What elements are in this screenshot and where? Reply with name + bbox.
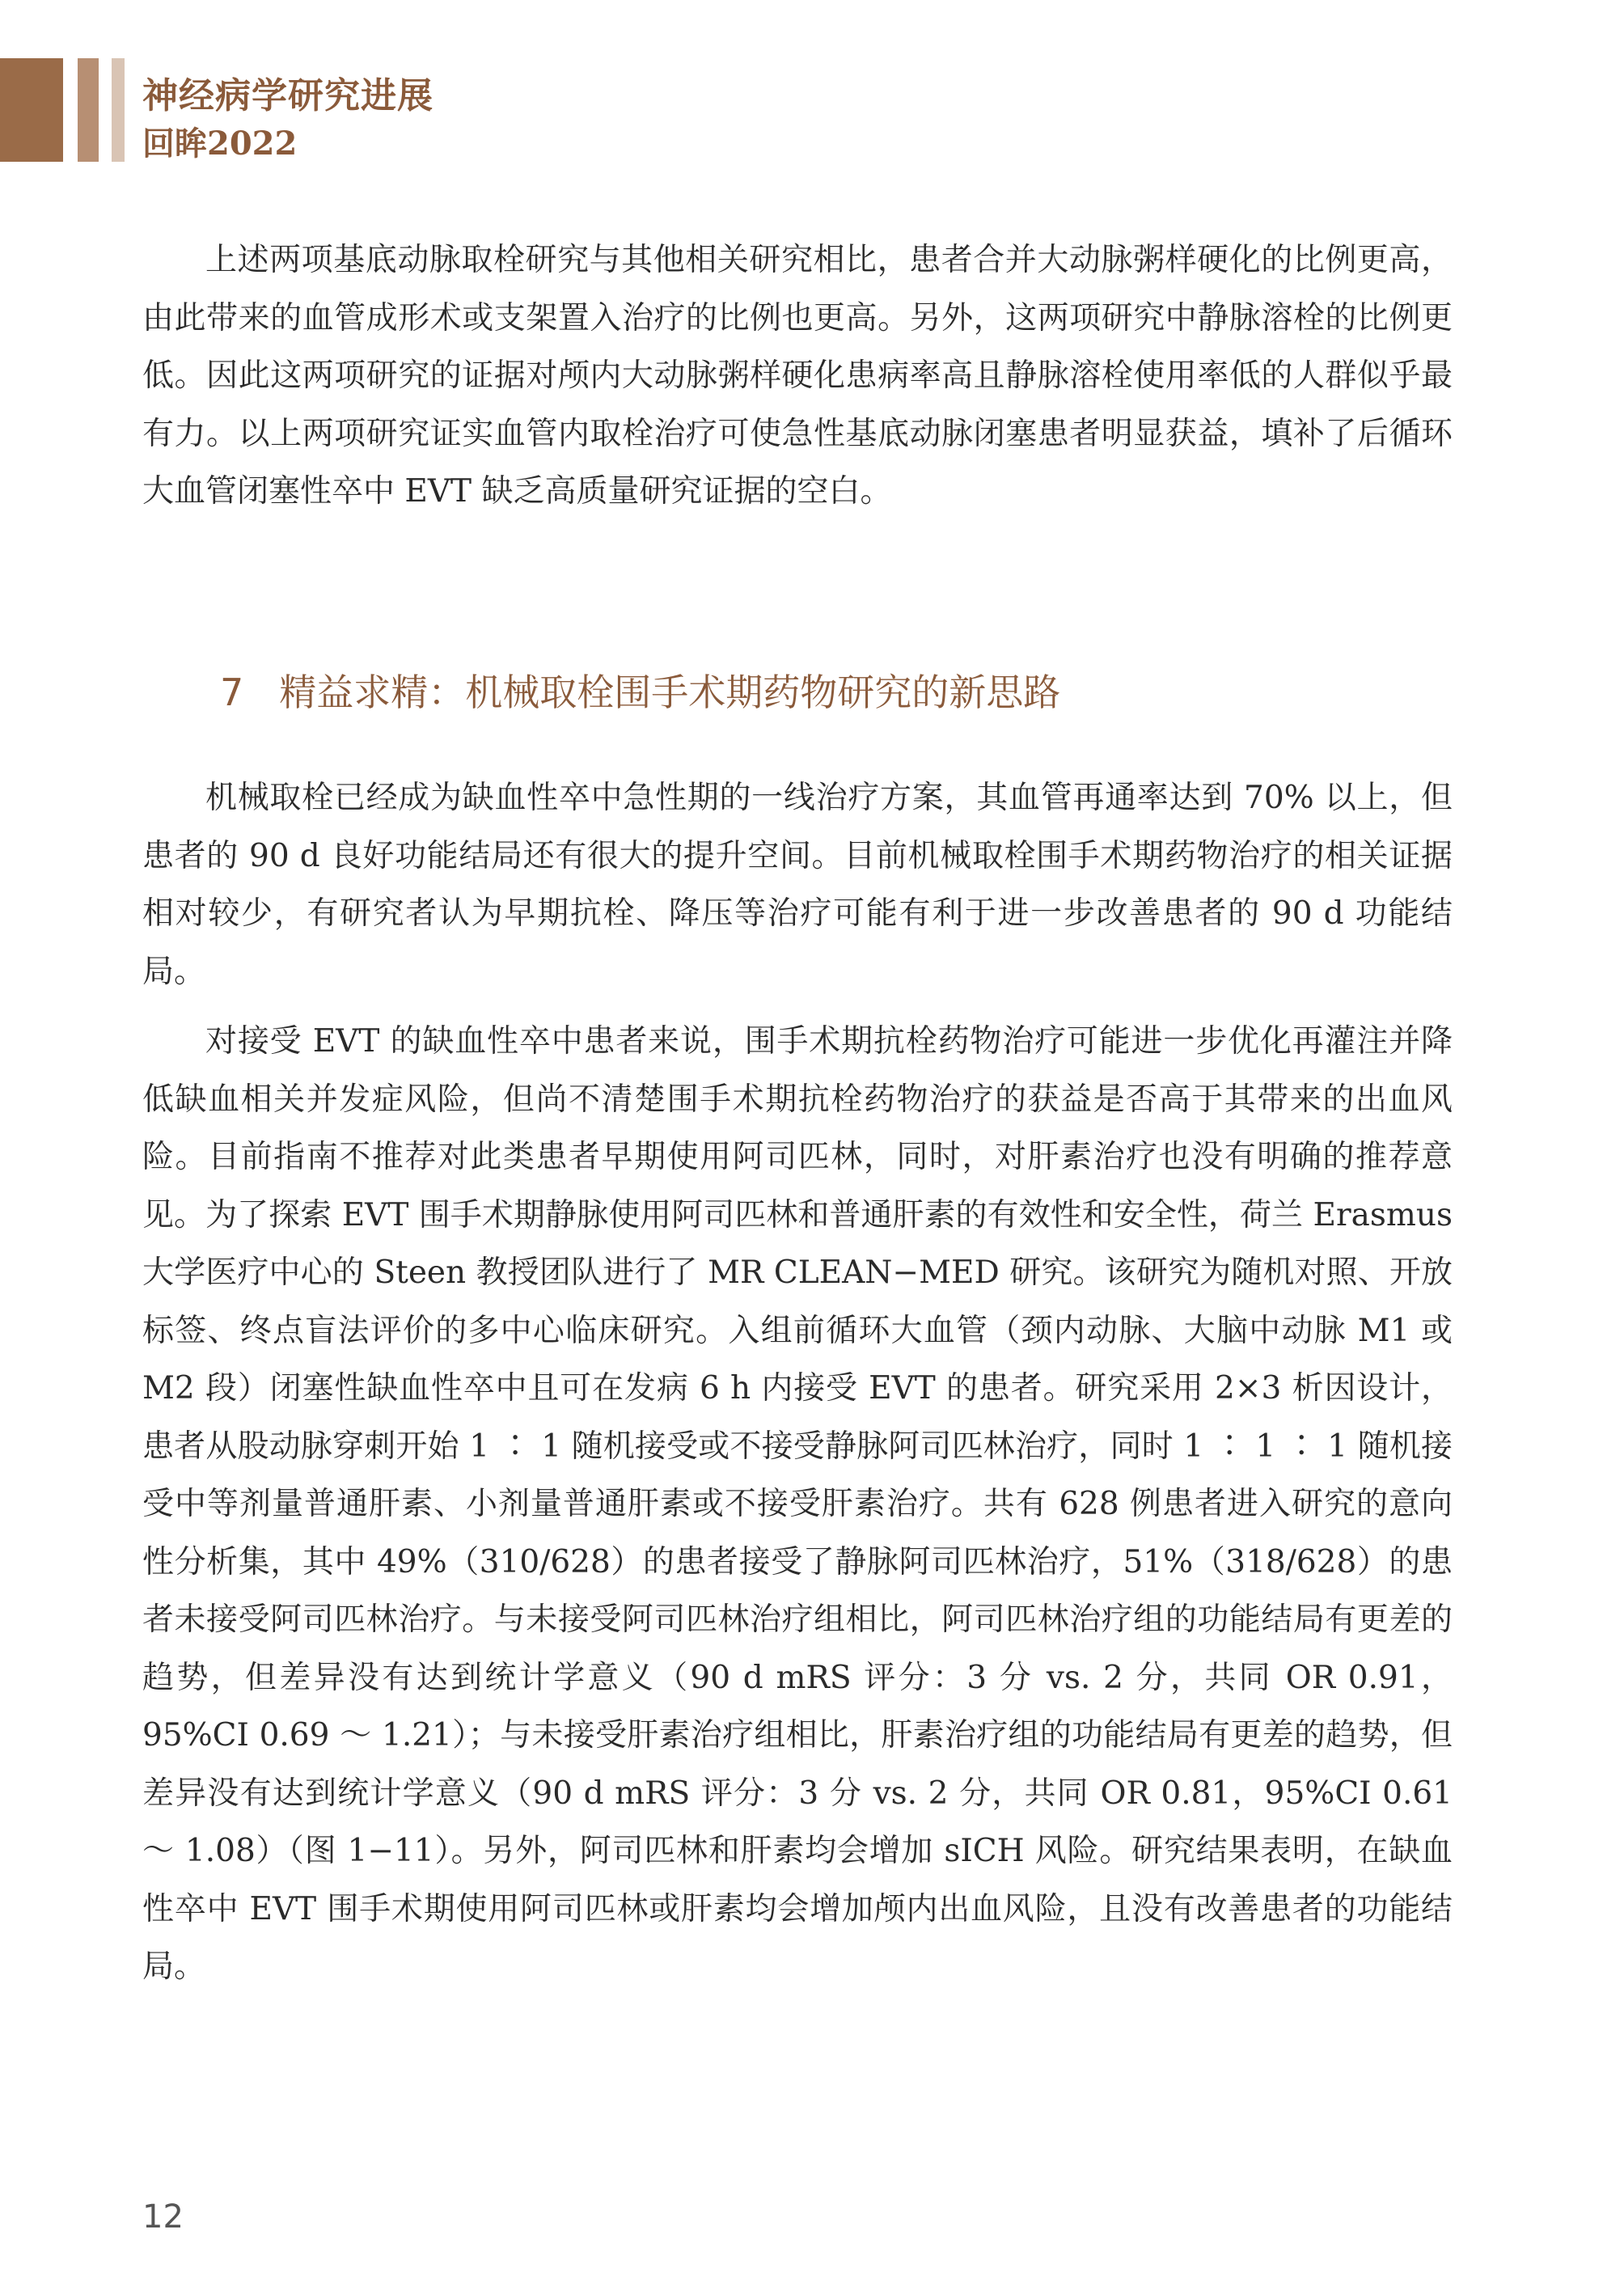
header-decoration-bar-dark bbox=[0, 58, 63, 162]
header-decoration-bar-light bbox=[112, 58, 125, 162]
page-number: 12 bbox=[142, 2198, 184, 2236]
body-paragraph-1: 上述两项基底动脉取栓研究与其他相关研究相比，患者合并大动脉粥样硬化的比例更高，由此带来的血管成形术或支架置入治疗的比例也更高。另外，这两项研究中静脉溶栓的比例更低。因此这两项研究的证据对颅内大动脉粥样硬化患病率高且静脉溶栓使用率低的人群似乎最有力。以上两项研究证实血管内取栓治疗可使急性基底动脉闭塞患者明显获益，填补了后循环大血管闭塞性卒中 EVT 缺乏高质量研究证据的空白。 bbox=[142, 242, 1453, 510]
body-paragraph-3: 对接受 EVT 的缺血性卒中患者来说，围手术期抗栓药物治疗可能进一步优化再灌注并降低缺血相关并发症风险，但尚不清楚围手术期抗栓药物治疗的获益是否高于其带来的出血风险。目前指南不推荐对此类患者早期使用阿司匹林，同时，对肝素治疗也没有明确的推荐意见。为了探索 EVT 围手术期静脉使用阿司匹林和普通肝素的有效性和安全性，荷兰 Erasmus 大学医疗中心的 Steen 教授团队进行了 MR CLEAN−MED 研究。该研究为随机对照、开放标签、终点盲法评价的多中心临床研究。入组前循环大血管（颈内动脉、大脑中动脉 M1 或 M2 段）闭塞性缺血性卒中且可在发病 6 h 内接受 EVT 的患者。研究采用 2×3 析因设计，患者从股动脉穿刺开始 1 ∶ 1 随机接受或不接受静脉阿司匹林治疗，同时 1 ∶ 1 ∶ 1 随机接受中等剂量普通肝素、小剂量普通肝素或不接受肝素治疗。共有 628 例患者进入研究的意向性分析集，其中 49%（310/628）的患者接受了静脉阿司匹林治疗，51%（318/628）的患者未接受阿司匹林治疗。与未接受阿司匹林治疗组相比，阿司匹林治疗组的功能结局有更差的趋势，但差异没有达到统计学意义（90 d mRS 评分：3 分 vs. 2 分，共同 OR 0.91，95%CI 0.69 ～ 1.21）；与未接受肝素治疗组相比，肝素治疗组的功能结局有更差的趋势，但差异没有达到统计学意义（90 d mRS 评分：3 分 vs. 2 分，共同 OR 0.81，95%CI 0.61 ～ 1.08）（图 1−11）。另外，阿司匹林和肝素均会增加 sICH 风险。研究结果表明，在缺血性卒中 EVT 围手术期使用阿司匹林或肝素均会增加颅内出血风险，且没有改善患者的功能结局。 bbox=[142, 1023, 1453, 1985]
header-decoration-bar-mid bbox=[78, 58, 99, 162]
section-number: 7 bbox=[220, 671, 244, 714]
running-header-subtitle: 回眸2022 bbox=[142, 125, 298, 163]
section-title: 精益求精：机械取栓围手术期药物研究的新思路 bbox=[279, 671, 1061, 714]
running-header-title: 神经病学研究进展 bbox=[142, 75, 433, 116]
body-paragraph-2: 机械取栓已经成为缺血性卒中急性期的一线治疗方案，其血管再通率达到 70% 以上，但患者的 90 d 良好功能结局还有很大的提升空间。目前机械取栓围手术期药物治疗的相关证据相对较少，有研究者认为早期抗栓、降压等治疗可能有利于进一步改善患者的 90 d 功能结局。 bbox=[142, 780, 1453, 990]
section-heading bbox=[220, 663, 1060, 717]
